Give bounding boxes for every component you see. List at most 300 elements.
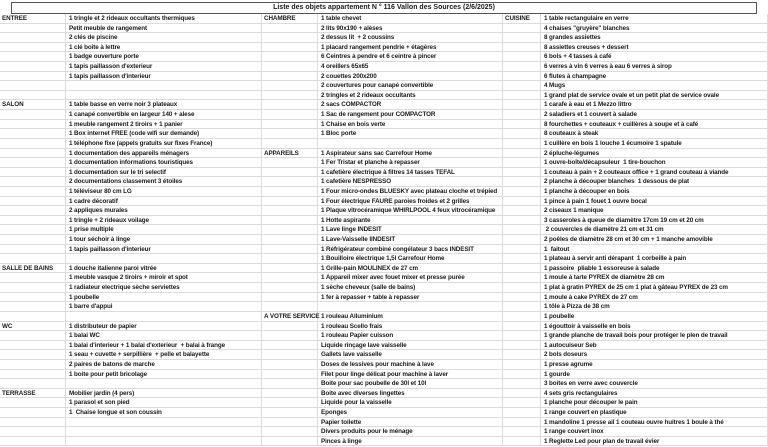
- item-text: 1 cafetière NESPRESSO: [321, 178, 391, 186]
- empty-cell: [503, 149, 541, 159]
- item-text: 1 planche à découper en bois: [544, 187, 630, 195]
- item-cell: [318, 177, 503, 187]
- empty-cell: [262, 322, 318, 332]
- room-label: APPAREILS: [264, 149, 299, 157]
- empty-cell: [262, 341, 318, 351]
- item-cell: [66, 177, 262, 187]
- empty-cell: [262, 235, 318, 245]
- item-cell: [66, 139, 262, 149]
- item-cell: [541, 360, 768, 370]
- item-text: 1 tapis paillasson d'exterieur: [69, 63, 153, 71]
- empty-cell: [0, 427, 66, 437]
- item-cell: [541, 264, 768, 274]
- item-text: 2 sacs COMPACTOR: [321, 101, 382, 109]
- room-label: ENTREE: [2, 15, 27, 22]
- empty-cell: [503, 24, 541, 34]
- empty-cell: [66, 418, 262, 428]
- empty-cell: [262, 91, 318, 101]
- item-cell: [541, 235, 768, 245]
- item-text: 1 tringle + 2 rideaux voilage: [69, 216, 149, 224]
- item-cell: [541, 52, 768, 62]
- item-cell: [541, 254, 768, 264]
- item-text: 1 Aspirateur sans sac Carrefour Home: [321, 149, 432, 157]
- item-text: 2 ciseaux 1 manique: [544, 207, 604, 215]
- item-cell: [66, 129, 262, 139]
- empty-cell: [262, 389, 318, 399]
- item-cell: [66, 14, 262, 24]
- empty-cell: [262, 120, 318, 130]
- empty-cell: [503, 245, 541, 255]
- empty-cell: [503, 427, 541, 437]
- item-cell: [66, 33, 262, 43]
- item-text: 1 boite pour petit bricolage: [69, 370, 148, 378]
- empty-cell: [0, 273, 66, 283]
- empty-cell: [0, 187, 66, 197]
- empty-cell: [503, 206, 541, 216]
- item-cell: [66, 350, 262, 360]
- empty-cell: [262, 331, 318, 341]
- item-text: 6 verres à vin 6 verres à eau 6 verres à sirop: [544, 63, 672, 71]
- empty-cell: [0, 283, 66, 293]
- item-text: 6 bols + 4 tasses à café: [544, 53, 612, 61]
- item-text: 1 range couvert inox: [544, 428, 604, 436]
- item-text: Papier toilette: [321, 418, 362, 426]
- empty-cell: [0, 177, 66, 187]
- item-cell: [66, 149, 262, 159]
- item-cell: [318, 158, 503, 168]
- item-cell: [318, 62, 503, 72]
- item-cell: [541, 418, 768, 428]
- empty-cell: [503, 81, 541, 91]
- empty-cell: [0, 120, 66, 130]
- item-cell: [318, 360, 503, 370]
- empty-cell: [0, 398, 66, 408]
- item-cell: [541, 322, 768, 332]
- item-cell: [66, 197, 262, 207]
- item-cell: [66, 322, 262, 332]
- item-cell: [66, 120, 262, 130]
- item-cell: [541, 43, 768, 53]
- item-cell: [318, 81, 503, 91]
- item-text: 1 planche pour découper le pain: [544, 399, 638, 407]
- item-cell: [541, 100, 768, 110]
- empty-cell: [503, 225, 541, 235]
- item-cell: [541, 139, 768, 149]
- item-text: 1 Chaise longue et son coussin: [69, 408, 162, 416]
- item-cell: [318, 273, 503, 283]
- item-text: 1 rouleau Scello frais: [321, 322, 383, 330]
- item-cell: [541, 312, 768, 322]
- empty-cell: [0, 350, 66, 360]
- item-text: 1 passoire pliable 1 essoreuse à salade: [544, 264, 660, 272]
- item-cell: [541, 427, 768, 437]
- empty-cell: [318, 139, 503, 149]
- item-text: 1 badge ouverture porte: [69, 53, 139, 61]
- item-text: 1 presse agrume: [544, 360, 593, 368]
- item-text: 2 tringles et 2 rideaux occultants: [321, 91, 416, 99]
- item-cell: [541, 302, 768, 312]
- empty-cell: [0, 129, 66, 139]
- item-text: 1 téléphone fixe (appels gratuits sur fixes France): [69, 139, 213, 147]
- item-text: 1 Plaque vitrocéramique WHIRLPOOL 4 feux vitrocéramique: [321, 207, 496, 215]
- empty-cell: [503, 158, 541, 168]
- item-text: Divers produits pour le ménage: [321, 428, 413, 436]
- item-text: 2 couvertures pour canapé convertible: [321, 82, 434, 90]
- empty-cell: [503, 120, 541, 130]
- empty-cell: [503, 302, 541, 312]
- item-cell: [541, 350, 768, 360]
- empty-cell: [66, 427, 262, 437]
- item-text: 1 balai d'interieur + 1 balai d'exterieur + balai à frange: [69, 341, 225, 349]
- empty-cell: [318, 302, 503, 312]
- empty-cell: [0, 379, 66, 389]
- item-text: 1 documentation informations touristiques: [69, 159, 193, 167]
- item-text: 1 tour séchoir à linge: [69, 236, 131, 244]
- empty-cell: [503, 254, 541, 264]
- item-text: 1 Fer Tristar et planche à repasser: [321, 159, 420, 167]
- item-cell: [318, 110, 503, 120]
- empty-cell: [262, 302, 318, 312]
- empty-cell: [262, 81, 318, 91]
- item-cell: [318, 293, 503, 303]
- empty-cell: [503, 322, 541, 332]
- item-cell: [318, 437, 503, 447]
- empty-cell: [503, 408, 541, 418]
- item-cell: [541, 245, 768, 255]
- empty-cell: [262, 100, 318, 110]
- empty-cell: [503, 389, 541, 399]
- item-cell: [318, 235, 503, 245]
- item-text: Filet pour linge délicat pour machine à laver: [321, 370, 449, 378]
- empty-cell: [262, 360, 318, 370]
- item-cell: [541, 187, 768, 197]
- empty-cell: [0, 408, 66, 418]
- item-text: 1 cuillère en bois 1 louche 1 écumoire 1 spatule: [544, 139, 682, 147]
- item-text: 1 meuble rangement 2 tiroirs + 1 panier: [69, 120, 183, 128]
- item-text: 1 rouleau Papier cuisson: [321, 332, 394, 340]
- empty-cell: [262, 206, 318, 216]
- item-cell: [541, 158, 768, 168]
- item-cell: [66, 283, 262, 293]
- item-text: 1 Four électrique FAURE paroies froides et 2 grilles: [321, 197, 470, 205]
- item-text: Boite avec diverses lingettes: [321, 389, 405, 397]
- item-cell: [66, 264, 262, 274]
- room-label: WC: [2, 322, 13, 330]
- item-text: 1 range couvert en plastique: [544, 408, 627, 416]
- item-text: 2 dessus lit + 2 coussins: [321, 34, 395, 42]
- item-cell: [541, 33, 768, 43]
- empty-cell: [262, 168, 318, 178]
- item-text: 1 Lave-Vaisselle IINDESIT: [321, 236, 396, 244]
- empty-cell: [503, 72, 541, 82]
- room-label: SALON: [2, 101, 24, 109]
- item-text: 1 couteau à pain + 2 couteaux office + 1 grand couteau à viande: [544, 168, 729, 176]
- item-text: Gallets lave vaisselle: [321, 351, 382, 359]
- empty-cell: [262, 197, 318, 207]
- item-cell: [318, 149, 503, 159]
- item-text: 8 couteaux à steak: [544, 130, 599, 138]
- item-cell: [66, 235, 262, 245]
- room-label: A VOTRE SERVICE: [264, 312, 320, 320]
- item-cell: [66, 293, 262, 303]
- empty-cell: [503, 312, 541, 322]
- item-text: 1 moule à tarte PYREX de diamètre 28 cm: [544, 274, 665, 282]
- empty-cell: [0, 91, 66, 101]
- inventory-grid: [0, 14, 768, 447]
- item-text: 1 Lave linge INDESIT: [321, 226, 382, 234]
- empty-cell: [262, 350, 318, 360]
- item-cell: [318, 120, 503, 130]
- room-label-cell: [0, 322, 66, 332]
- room-label-cell: [0, 264, 66, 274]
- empty-cell: [503, 370, 541, 380]
- item-text: 4 sets gris rectangulaires: [544, 389, 618, 397]
- item-text: 4 oreillers 65x65: [321, 63, 369, 71]
- item-cell: [318, 264, 503, 274]
- item-cell: [66, 216, 262, 226]
- empty-cell: [262, 418, 318, 428]
- empty-cell: [503, 110, 541, 120]
- empty-cell: [262, 177, 318, 187]
- item-cell: [541, 149, 768, 159]
- empty-cell: [262, 427, 318, 437]
- empty-cell: [66, 437, 262, 447]
- item-cell: [541, 177, 768, 187]
- item-cell: [541, 437, 768, 447]
- empty-cell: [0, 168, 66, 178]
- item-text: 1 carafe à eau et 1 Mezzo littro: [544, 101, 632, 109]
- empty-cell: [262, 187, 318, 197]
- item-text: 1 clé boîte à lettre: [69, 43, 121, 51]
- item-text: 2 documentations classement 3 étoiles: [69, 178, 183, 186]
- item-text: 1 Box internet FREE (code wifi sur demande): [69, 130, 200, 138]
- item-text: 3 boites en verre avec couvercle: [544, 380, 638, 388]
- item-text: Doses de lessives pour machine à lave: [321, 360, 434, 368]
- empty-cell: [0, 33, 66, 43]
- item-cell: [66, 52, 262, 62]
- item-cell: [318, 197, 503, 207]
- room-label-cell: [0, 14, 66, 24]
- item-cell: [66, 273, 262, 283]
- item-cell: [66, 331, 262, 341]
- item-text: 3 casseroles à queue de diamètre 17cm 19 cm et 20 cm: [544, 216, 704, 224]
- item-text: 1 grand plat de service ovale et un petit plat de service ovale: [544, 91, 719, 99]
- empty-cell: [0, 312, 66, 322]
- item-cell: [66, 24, 262, 34]
- empty-cell: [0, 139, 66, 149]
- room-label-cell: [0, 100, 66, 110]
- item-cell: [318, 129, 503, 139]
- item-text: 1 documentation des appareils ménagers: [69, 149, 190, 157]
- item-text: 2 épluche-légumes: [544, 149, 599, 157]
- empty-cell: [503, 129, 541, 139]
- item-cell: [66, 245, 262, 255]
- room-label-cell: [0, 389, 66, 399]
- empty-cell: [0, 235, 66, 245]
- item-text: 1 cafetière électrique à filtres 14 tasses TEFAL: [321, 168, 455, 176]
- empty-cell: [0, 110, 66, 120]
- empty-cell: [503, 379, 541, 389]
- item-cell: [541, 197, 768, 207]
- item-cell: [541, 408, 768, 418]
- item-text: 1 poubelle: [69, 293, 100, 301]
- empty-cell: [503, 350, 541, 360]
- item-text: Eponges: [321, 408, 347, 416]
- empty-cell: [0, 341, 66, 351]
- empty-cell: [262, 408, 318, 418]
- room-label: CUISINE: [505, 15, 530, 22]
- item-cell: [541, 370, 768, 380]
- item-text: 1 table basse en verre noir 3 plateaux: [69, 101, 178, 109]
- empty-cell: [0, 24, 66, 34]
- item-text: 1 tringle et 2 rideaux occultants thermiques: [69, 15, 195, 22]
- item-text: 1 sèche cheveux (salle de bains): [321, 284, 416, 292]
- item-cell: [541, 168, 768, 178]
- empty-cell: [262, 139, 318, 149]
- empty-cell: [0, 72, 66, 82]
- empty-cell: [262, 24, 318, 34]
- item-cell: [318, 379, 503, 389]
- empty-cell: [0, 370, 66, 380]
- item-cell: [66, 370, 262, 380]
- item-cell: [66, 62, 262, 72]
- item-cell: [541, 293, 768, 303]
- item-cell: [541, 273, 768, 283]
- item-text: 1 gourde: [544, 370, 570, 378]
- item-cell: [66, 43, 262, 53]
- item-cell: [318, 206, 503, 216]
- empty-cell: [503, 418, 541, 428]
- item-cell: [66, 341, 262, 351]
- empty-cell: [503, 52, 541, 62]
- item-cell: [318, 245, 503, 255]
- item-cell: [541, 14, 768, 24]
- item-cell: [541, 206, 768, 216]
- item-text: 1 Bouilloire électrique 1,5l Carrefour Home: [321, 255, 445, 263]
- item-text: 2 appliques murales: [69, 207, 128, 215]
- item-text: 1 autocuiseur Seb: [544, 341, 597, 349]
- item-cell: [541, 24, 768, 34]
- item-text: 1 ouvre-boîte/décapsuleur 1 tire-bouchon: [544, 159, 666, 167]
- item-cell: [318, 24, 503, 34]
- item-text: Mobilier jardin (4 pers): [69, 389, 135, 397]
- item-text: 2 planche à découper blanches 1 dessous de plat: [544, 178, 689, 186]
- item-cell: [541, 62, 768, 72]
- item-text: 2 lits 90x190 + alèses: [321, 24, 383, 32]
- item-text: 1 cadre décoratif: [69, 197, 118, 205]
- item-text: 1 meuble vasque 2 tiroirs + miroir et spot: [69, 274, 188, 282]
- item-cell: [541, 398, 768, 408]
- empty-cell: [66, 81, 262, 91]
- empty-cell: [503, 216, 541, 226]
- item-cell: [541, 225, 768, 235]
- item-cell: [318, 187, 503, 197]
- empty-cell: [0, 149, 66, 159]
- item-text: 1 égouttoir à vaisselle en bois: [544, 322, 631, 330]
- item-text: 1 mandoline 1 presse ail 1 couteau ouvre huitres 1 boule à thé: [544, 418, 724, 426]
- empty-cell: [503, 100, 541, 110]
- item-text: 1 seau + cuvette + serpillière + pelle et balayette: [69, 351, 210, 359]
- empty-cell: [262, 379, 318, 389]
- item-text: 1 table chevet: [321, 15, 362, 22]
- item-text: 4 chaises "gruyère" blanches: [544, 24, 630, 32]
- empty-cell: [503, 91, 541, 101]
- item-text: 1 Hotte aspirante: [321, 216, 371, 224]
- item-cell: [541, 72, 768, 82]
- item-text: 1 table rectangulaire en verre: [544, 15, 629, 22]
- empty-cell: [262, 216, 318, 226]
- item-cell: [541, 120, 768, 130]
- item-text: 1 grande planche de travail bois pour protéger le plen de travail: [544, 332, 728, 340]
- empty-cell: [262, 398, 318, 408]
- empty-cell: [503, 187, 541, 197]
- empty-cell: [503, 437, 541, 447]
- empty-cell: [0, 225, 66, 235]
- item-text: 6 flutes à champagne: [544, 72, 607, 80]
- empty-cell: [503, 235, 541, 245]
- empty-cell: [262, 245, 318, 255]
- empty-cell: [0, 62, 66, 72]
- item-text: 1 Chaise en bois verte: [321, 120, 386, 128]
- item-text: 2 saladiers et 1 couvert à salade: [544, 111, 637, 119]
- item-cell: [541, 283, 768, 293]
- item-text: 1 tapis paillasson d'interieur: [69, 72, 151, 80]
- empty-cell: [262, 254, 318, 264]
- item-text: 1 poubelle: [544, 312, 575, 320]
- empty-cell: [503, 43, 541, 53]
- item-text: 1 Grille-pain MOULINEX de 27 cm: [321, 264, 418, 272]
- item-cell: [66, 158, 262, 168]
- item-cell: [318, 225, 503, 235]
- item-cell: [318, 254, 503, 264]
- item-cell: [541, 91, 768, 101]
- empty-cell: [0, 302, 66, 312]
- item-text: 2 paires de batons de marche: [69, 360, 155, 368]
- empty-cell: [0, 418, 66, 428]
- room-label: SALLE DE BAINS: [2, 264, 54, 272]
- item-text: 1 rouleau Alluminium: [321, 312, 383, 320]
- item-cell: [66, 100, 262, 110]
- empty-cell: [503, 33, 541, 43]
- empty-cell: [262, 110, 318, 120]
- empty-cell: [0, 197, 66, 207]
- item-text: Pinces à linge: [321, 437, 362, 445]
- empty-cell: [503, 283, 541, 293]
- item-cell: [318, 91, 503, 101]
- empty-cell: [66, 91, 262, 101]
- empty-cell: [262, 52, 318, 62]
- item-cell: [318, 341, 503, 351]
- item-cell: [541, 379, 768, 389]
- empty-cell: [262, 43, 318, 53]
- empty-cell: [262, 437, 318, 447]
- item-cell: [541, 81, 768, 91]
- item-cell: [541, 341, 768, 351]
- empty-cell: [0, 158, 66, 168]
- item-text: 1 radiateur electrique sèche serviettes: [69, 284, 180, 292]
- item-cell: [318, 389, 503, 399]
- item-cell: [318, 14, 503, 24]
- empty-cell: [0, 293, 66, 303]
- item-cell: [318, 322, 503, 332]
- item-text: 1 Bloc porte: [321, 130, 357, 138]
- item-cell: [318, 216, 503, 226]
- empty-cell: [0, 43, 66, 53]
- empty-cell: [262, 293, 318, 303]
- item-text: 1 Sac de rangement pour COMPACTOR: [321, 111, 436, 119]
- empty-cell: [66, 312, 262, 322]
- empty-cell: [0, 437, 66, 447]
